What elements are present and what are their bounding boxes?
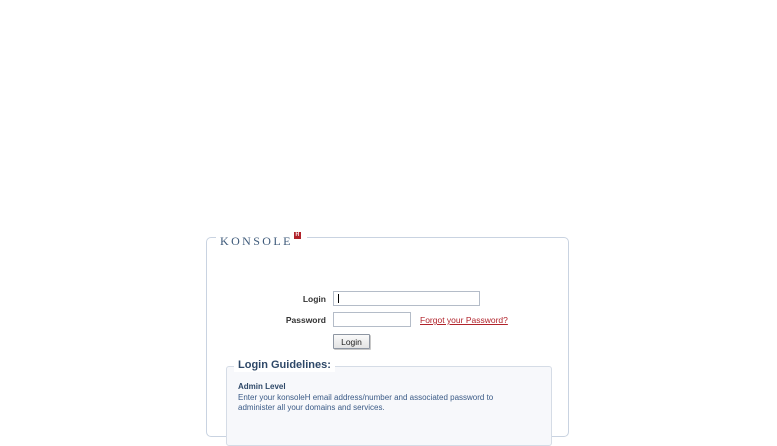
login-label: Login — [302, 294, 326, 304]
password-input[interactable] — [333, 312, 411, 327]
password-label: Password — [285, 315, 326, 325]
admin-level-description: Enter your konsoleH email address/number and associated password to administer all your domains and services. — [238, 393, 494, 412]
admin-level-heading: Admin Level — [238, 382, 286, 391]
logo-mark-icon: H — [295, 232, 300, 238]
login-guidelines-title: Login Guidelines: — [234, 358, 335, 372]
login-button[interactable]: Login — [333, 334, 370, 349]
forgot-password-link[interactable]: Forgot your Password? — [420, 315, 508, 325]
login-input[interactable] — [333, 291, 480, 306]
konsole-logo — [216, 232, 307, 246]
text-caret — [338, 294, 339, 303]
logo-text: KONSOLE — [220, 233, 293, 248]
